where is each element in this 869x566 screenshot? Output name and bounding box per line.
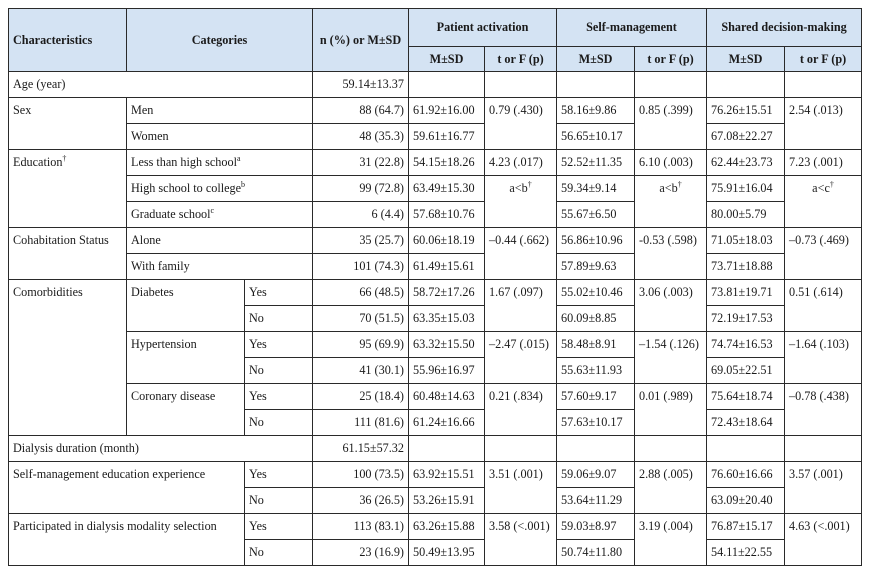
row-label-dialysis: Dialysis duration (month) [9, 436, 313, 462]
cell-pa: 61.24±16.66 [409, 410, 485, 436]
cell-n: 41 (30.1) [313, 358, 409, 384]
table-row [9, 462, 862, 488]
cell-sm: 58.16±9.86 [557, 98, 635, 124]
table-row [9, 332, 862, 358]
category-cell: Men [127, 98, 313, 124]
category-cell: Women [127, 124, 313, 150]
yes-no-cell: No [245, 488, 313, 514]
cell-n: 36 (26.5) [313, 488, 409, 514]
cell-pa-t: 0.21 (.834) [485, 384, 557, 436]
cell-pa: 61.49±15.61 [409, 254, 485, 280]
row-label-sex: Sex [9, 98, 127, 150]
category-cell [127, 202, 313, 228]
cell-sdm-t: 2.54 (.013) [785, 98, 862, 150]
cell-n: 31 (22.8) [313, 150, 409, 176]
cell-sm-t: 6.10 (.003) [635, 150, 707, 176]
category-label: High school to college [131, 181, 242, 195]
education-label: Education [13, 155, 63, 169]
header-patient-activation: Patient activation [409, 9, 557, 47]
cell-n: 99 (72.8) [313, 176, 409, 202]
cell-sdm: 76.60±16.66 [707, 462, 785, 488]
cell-n: 23 (16.9) [313, 540, 409, 566]
cell-pa: 63.32±15.50 [409, 332, 485, 358]
yes-no-cell: No [245, 306, 313, 332]
yes-no-cell: Yes [245, 462, 313, 488]
row-label-comorbidities: Comorbidities [9, 280, 127, 436]
yes-no-cell: Yes [245, 332, 313, 358]
cell-n: 61.15±57.32 [313, 436, 409, 462]
cell-pa-t: 3.51 (.001) [485, 462, 557, 514]
cell-sdm: 75.91±16.04 [707, 176, 785, 202]
cell-sm: 57.60±9.17 [557, 384, 635, 410]
cell-pa-t: 0.79 (.430) [485, 98, 557, 150]
header-row-1 [9, 9, 862, 47]
cell-sdm: 69.05±22.51 [707, 358, 785, 384]
category-label: Graduate school [131, 207, 211, 221]
cell-sdm-t: 7.23 (.001) [785, 150, 862, 176]
table-row-dialysis [9, 436, 862, 462]
cell-sdm: 73.81±19.71 [707, 280, 785, 306]
table-row [9, 514, 862, 540]
cell-pa: 61.92±16.00 [409, 98, 485, 124]
cell-sm: 55.02±10.46 [557, 280, 635, 306]
cell-pa: 53.26±15.91 [409, 488, 485, 514]
cell-n: 88 (64.7) [313, 98, 409, 124]
yes-no-cell: No [245, 358, 313, 384]
cell-pa-posthoc [485, 176, 557, 228]
category-label: Less than high school [131, 155, 237, 169]
posthoc-label: a<b [509, 181, 528, 195]
cell-sm-t: 3.06 (.003) [635, 280, 707, 332]
posthoc-label: a<b [659, 181, 678, 195]
header-pa-t: t or F (p) [485, 47, 557, 72]
header-sm-t: t or F (p) [635, 47, 707, 72]
cell-pa: 58.72±17.26 [409, 280, 485, 306]
yes-no-cell: Yes [245, 514, 313, 540]
footnote-mark: † [62, 153, 67, 163]
cell-pa-t: 4.23 (.017) [485, 150, 557, 176]
category-cell: With family [127, 254, 313, 280]
footnote-mark: † [829, 179, 834, 189]
cell-pa-t: 1.67 (.097) [485, 280, 557, 332]
header-sm-msd: M±SD [557, 47, 635, 72]
cell-n: 111 (81.6) [313, 410, 409, 436]
table-row-age [9, 72, 862, 98]
cell-n: 100 (73.5) [313, 462, 409, 488]
cell-sm-t: 0.01 (.989) [635, 384, 707, 436]
cell-n: 35 (25.7) [313, 228, 409, 254]
cell-sm-t: 3.19 (.004) [635, 514, 707, 566]
cell-pa: 63.92±15.51 [409, 462, 485, 488]
row-label-education [9, 150, 127, 228]
cell-sm: 52.52±11.35 [557, 150, 635, 176]
cell-age-n: 59.14±13.37 [313, 72, 409, 98]
table-row [9, 124, 862, 150]
cell-n: 66 (48.5) [313, 280, 409, 306]
yes-no-cell: Yes [245, 384, 313, 410]
subcategory-cell: Hypertension [127, 332, 245, 384]
table-row [9, 150, 862, 176]
cell-pa: 59.61±16.77 [409, 124, 485, 150]
cell-n: 95 (69.9) [313, 332, 409, 358]
table-row [9, 176, 862, 202]
cell-sdm: 71.05±18.03 [707, 228, 785, 254]
yes-no-cell: Yes [245, 280, 313, 306]
row-label-modality: Participated in dialysis modality selection [9, 514, 245, 566]
cell-sdm-t: 0.51 (.614) [785, 280, 862, 332]
cell-pa: 55.96±16.97 [409, 358, 485, 384]
cell-sm-t: –1.54 (.126) [635, 332, 707, 384]
table-row [9, 384, 862, 410]
row-label-cohabitation: Cohabitation Status [9, 228, 127, 280]
row-label-sm-education: Self-management education experience [9, 462, 245, 514]
cell-sdm-t: –0.78 (.438) [785, 384, 862, 436]
cell-sm: 59.06±9.07 [557, 462, 635, 488]
cell-pa: 60.48±14.63 [409, 384, 485, 410]
cell-pa: 60.06±18.19 [409, 228, 485, 254]
header-categories: Categories [127, 9, 313, 72]
cell-sdm: 74.74±16.53 [707, 332, 785, 358]
cell-pa-t: –2.47 (.015) [485, 332, 557, 384]
cell-sdm: 72.19±17.53 [707, 306, 785, 332]
cell-sm: 59.03±8.97 [557, 514, 635, 540]
cell-n: 6 (4.4) [313, 202, 409, 228]
cell-pa-t: –0.44 (.662) [485, 228, 557, 280]
category-cell: Alone [127, 228, 313, 254]
cell-sm: 50.74±11.80 [557, 540, 635, 566]
cell-pa: 57.68±10.76 [409, 202, 485, 228]
cell-n: 113 (83.1) [313, 514, 409, 540]
footnote-mark: † [527, 179, 532, 189]
cell-sm: 57.63±10.17 [557, 410, 635, 436]
cell-sm: 60.09±8.85 [557, 306, 635, 332]
cell-pa: 63.49±15.30 [409, 176, 485, 202]
header-characteristics: Characteristics [9, 9, 127, 72]
table-row [9, 202, 862, 228]
cell-sm: 56.65±10.17 [557, 124, 635, 150]
cell-sdm-t: 4.63 (<.001) [785, 514, 862, 566]
cell-pa-t: 3.58 (<.001) [485, 514, 557, 566]
cell-sdm: 75.64±18.74 [707, 384, 785, 410]
table-row [9, 228, 862, 254]
cell-sm-t: 0.85 (.399) [635, 98, 707, 150]
footnote-mark: b [241, 179, 246, 189]
cell-sdm: 76.26±15.51 [707, 98, 785, 124]
category-cell [127, 176, 313, 202]
cell-n: 70 (51.5) [313, 306, 409, 332]
characteristics-table [8, 8, 862, 566]
row-label-age: Age (year) [9, 72, 313, 98]
yes-no-cell: No [245, 540, 313, 566]
cell-sm: 53.64±11.29 [557, 488, 635, 514]
cell-n: 101 (74.3) [313, 254, 409, 280]
table-row [9, 98, 862, 124]
cell-sm-t: 2.88 (.005) [635, 462, 707, 514]
cell-sm: 55.63±11.93 [557, 358, 635, 384]
cell-sm: 55.67±6.50 [557, 202, 635, 228]
cell-sm: 58.48±8.91 [557, 332, 635, 358]
subcategory-cell: Diabetes [127, 280, 245, 332]
cell-sdm: 63.09±20.40 [707, 488, 785, 514]
header-self-management: Self-management [557, 9, 707, 47]
cell-pa: 54.15±18.26 [409, 150, 485, 176]
cell-sdm: 80.00±5.79 [707, 202, 785, 228]
cell-sdm: 62.44±23.73 [707, 150, 785, 176]
table-row [9, 254, 862, 280]
yes-no-cell: No [245, 410, 313, 436]
cell-n: 48 (35.3) [313, 124, 409, 150]
cell-pa: 50.49±13.95 [409, 540, 485, 566]
cell-sdm: 72.43±18.64 [707, 410, 785, 436]
cell-sdm-t: –0.73 (.469) [785, 228, 862, 280]
subcategory-cell: Coronary disease [127, 384, 245, 436]
cell-sm: 56.86±10.96 [557, 228, 635, 254]
cell-pa: 63.26±15.88 [409, 514, 485, 540]
cell-n: 25 (18.4) [313, 384, 409, 410]
header-pa-msd: M±SD [409, 47, 485, 72]
footnote-mark: c [210, 205, 215, 215]
footnote-mark: a [236, 153, 241, 163]
cell-pa: 63.35±15.03 [409, 306, 485, 332]
cell-sdm: 73.71±18.88 [707, 254, 785, 280]
header-sdm-t: t or F (p) [785, 47, 862, 72]
cell-sdm: 76.87±15.17 [707, 514, 785, 540]
posthoc-label: a<c [812, 181, 830, 195]
cell-sdm-t: –1.64 (.103) [785, 332, 862, 384]
cell-sm-t: -0.53 (.598) [635, 228, 707, 280]
category-cell [127, 150, 313, 176]
cell-sdm-t: 3.57 (.001) [785, 462, 862, 514]
cell-sdm: 54.11±22.55 [707, 540, 785, 566]
cell-sm: 57.89±9.63 [557, 254, 635, 280]
cell-sdm: 67.08±22.27 [707, 124, 785, 150]
header-n-pct: n (%) or M±SD [313, 9, 409, 72]
cell-sm-posthoc [635, 176, 707, 228]
footnote-mark: † [677, 179, 682, 189]
cell-sm: 59.34±9.14 [557, 176, 635, 202]
header-sdm-msd: M±SD [707, 47, 785, 72]
cell-sdm-posthoc [785, 176, 862, 228]
header-shared-decision: Shared decision-making [707, 9, 862, 47]
table-row [9, 280, 862, 306]
